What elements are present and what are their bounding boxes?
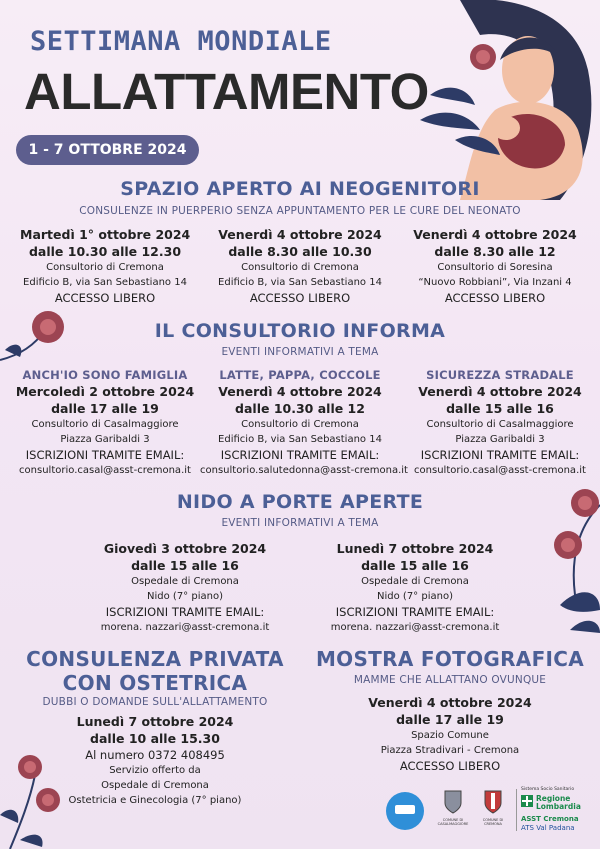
section5-details bbox=[355, 694, 545, 774]
event-address: Edificio B, via San Sebastiano 14 bbox=[23, 277, 187, 288]
event-email[interactable]: morena. nazzari@asst-cremona.it bbox=[330, 622, 500, 633]
event-date: Giovedì 3 ottobre 2024 bbox=[103, 541, 267, 556]
section2-event-1 bbox=[10, 367, 200, 478]
event-email[interactable]: morena. nazzari@asst-cremona.it bbox=[100, 622, 270, 633]
section4-subtitle: DUBBI O DOMANDE SULL'ALLATTAMENTO bbox=[42, 696, 268, 708]
event-place: Consultorio di Cremona bbox=[241, 262, 359, 273]
event-phone[interactable]: Al numero 0372 408495 bbox=[85, 748, 225, 762]
event-address: Edificio B, via San Sebastiano 14 bbox=[218, 434, 382, 445]
sponsor-logos bbox=[385, 787, 590, 835]
event-place: Consultorio di Cremona bbox=[46, 262, 164, 273]
section1-event-2 bbox=[210, 226, 390, 306]
section3-title: NIDO A PORTE APERTE bbox=[176, 491, 424, 513]
event-place: Spazio Comune bbox=[411, 730, 489, 741]
event-time: dalle 8.30 alle 10.30 bbox=[228, 244, 372, 259]
event-line3: Ostetricia e Ginecologia (7° piano) bbox=[68, 795, 242, 806]
event-place: Ospedale di Cremona bbox=[131, 576, 239, 587]
title-line2: ALLATTAMENTO bbox=[24, 63, 429, 120]
section2-title: IL CONSULTORIO INFORMA bbox=[154, 320, 446, 342]
event-signup: ISCRIZIONI TRAMITE EMAIL: bbox=[105, 605, 265, 619]
event-time: dalle 10.30 alle 12 bbox=[235, 401, 365, 416]
casalmaggiore-crest-icon bbox=[443, 789, 463, 815]
event-time: dalle 8.30 alle 12 bbox=[434, 244, 556, 259]
ats-label: ATS Val Padana bbox=[521, 824, 575, 832]
event-signup: ISCRIZIONI TRAMITE EMAIL: bbox=[420, 448, 580, 462]
event-signup: ISCRIZIONI TRAMITE EMAIL: bbox=[220, 448, 380, 462]
regione-top-label: Sistema Socio Sanitario bbox=[521, 787, 575, 792]
event-date: Venerdì 4 ottobre 2024 bbox=[368, 695, 532, 710]
event-address: “Nuovo Robbiani”, Via Inzani 4 bbox=[418, 277, 572, 288]
event-address: Nido (7° piano) bbox=[147, 591, 223, 602]
section1-subtitle: CONSULENZE IN PUERPERIO SENZA APPUNTAMENTO PER LE CURE DEL NEONATO bbox=[79, 205, 521, 217]
event-topic: LATTE, PAPPA, COCCOLE bbox=[219, 368, 381, 382]
section1-event-1 bbox=[20, 226, 190, 306]
event-topic: ANCH'IO SONO FAMIGLIA bbox=[22, 368, 188, 382]
section4-title-line2: CON OSTETRICA bbox=[62, 671, 248, 695]
event-time: dalle 10.30 alle 12.30 bbox=[28, 244, 182, 259]
event-time: dalle 17 alle 19 bbox=[51, 401, 159, 416]
event-date: Venerdì 4 ottobre 2024 bbox=[218, 227, 382, 242]
section2-event-3 bbox=[405, 367, 595, 478]
event-topic: SICUREZZA STRADALE bbox=[426, 368, 574, 382]
event-place: Consultorio di Soresina bbox=[437, 262, 553, 273]
event-line1: Servizio offerto da bbox=[109, 765, 201, 776]
event-access: ACCESSO LIBERO bbox=[399, 759, 501, 773]
section1-event-3 bbox=[410, 226, 580, 306]
section2-subtitle: EVENTI INFORMATIVI A TEMA bbox=[221, 346, 379, 358]
section3-event-1 bbox=[90, 540, 280, 635]
section3-event-2 bbox=[320, 540, 510, 635]
event-date: Venerdì 4 ottobre 2024 bbox=[413, 227, 577, 242]
event-access: ACCESSO LIBERO bbox=[444, 291, 546, 305]
flower-branch-icon bbox=[0, 305, 80, 375]
event-address: Piazza Garibaldi 3 bbox=[60, 434, 150, 445]
section5-title: MOSTRA FOTOGRAFICA bbox=[315, 647, 585, 671]
event-access: ACCESSO LIBERO bbox=[249, 291, 351, 305]
flower-branch-icon bbox=[540, 485, 600, 635]
event-date: Venerdì 4 ottobre 2024 bbox=[218, 384, 382, 399]
event-address: Edificio B, via San Sebastiano 14 bbox=[218, 277, 382, 288]
flower-icon bbox=[466, 40, 500, 74]
event-email[interactable]: consultorio.salutedonna@asst-cremona.it bbox=[200, 465, 408, 476]
event-place: Consultorio di Casalmaggiore bbox=[426, 419, 574, 430]
event-line2: Ospedale di Cremona bbox=[101, 780, 209, 791]
regione-cross-icon bbox=[521, 795, 533, 807]
event-date: Lunedì 7 ottobre 2024 bbox=[76, 714, 234, 729]
asst-label: ASST Cremona bbox=[521, 815, 579, 823]
section2-event-2 bbox=[200, 367, 408, 478]
section5-subtitle: MAMME CHE ALLATTANO OVUNQUE bbox=[353, 674, 547, 686]
unicef-badge-icon bbox=[385, 791, 425, 831]
event-time: dalle 17 alle 19 bbox=[396, 712, 504, 727]
title-line1: SETTIMANA MONDIALE bbox=[30, 26, 332, 57]
event-email[interactable]: consultorio.casal@asst-cremona.it bbox=[414, 465, 586, 476]
event-address: Piazza Garibaldi 3 bbox=[455, 434, 545, 445]
event-access: ACCESSO LIBERO bbox=[54, 291, 156, 305]
event-signup: ISCRIZIONI TRAMITE EMAIL: bbox=[25, 448, 185, 462]
event-date: Martedì 1° ottobre 2024 bbox=[20, 227, 191, 242]
event-signup: ISCRIZIONI TRAMITE EMAIL: bbox=[335, 605, 495, 619]
comune-cremona-label: COMUNE DI CREMONA bbox=[482, 818, 504, 826]
event-address: Piazza Stradivari - Cremona bbox=[380, 745, 520, 756]
logo-divider bbox=[516, 789, 517, 831]
event-date: Lunedì 7 ottobre 2024 bbox=[336, 541, 494, 556]
section4-details bbox=[60, 713, 250, 808]
event-time: dalle 10 alle 15.30 bbox=[90, 731, 220, 746]
mother-illustration bbox=[400, 0, 600, 200]
event-email[interactable]: consultorio.casal@asst-cremona.it bbox=[19, 465, 191, 476]
section4-title-line1: CONSULENZA PRIVATA bbox=[26, 647, 284, 671]
event-time: dalle 15 alle 16 bbox=[131, 558, 239, 573]
event-date: Mercoledì 2 ottobre 2024 bbox=[15, 384, 195, 399]
event-place: Ospedale di Cremona bbox=[361, 576, 469, 587]
event-place: Consultorio di Cremona bbox=[241, 419, 359, 430]
event-place: Consultorio di Casalmaggiore bbox=[31, 419, 179, 430]
cremona-crest-icon bbox=[483, 789, 503, 815]
section3-subtitle: EVENTI INFORMATIVI A TEMA bbox=[221, 517, 379, 529]
event-time: dalle 15 alle 16 bbox=[361, 558, 469, 573]
comune-casal-label: COMUNE DI CASALMAGGIORE bbox=[437, 818, 469, 826]
date-range-badge: 1 - 7 OTTOBRE 2024 bbox=[16, 135, 199, 165]
flower-branch-icon bbox=[0, 745, 70, 849]
regione-label: Regione Lombardia bbox=[536, 794, 581, 811]
section1-title: SPAZIO APERTO AI NEOGENITORI bbox=[120, 178, 480, 200]
event-time: dalle 15 alle 16 bbox=[446, 401, 554, 416]
event-date: Venerdì 4 ottobre 2024 bbox=[418, 384, 582, 399]
event-address: Nido (7° piano) bbox=[377, 591, 453, 602]
